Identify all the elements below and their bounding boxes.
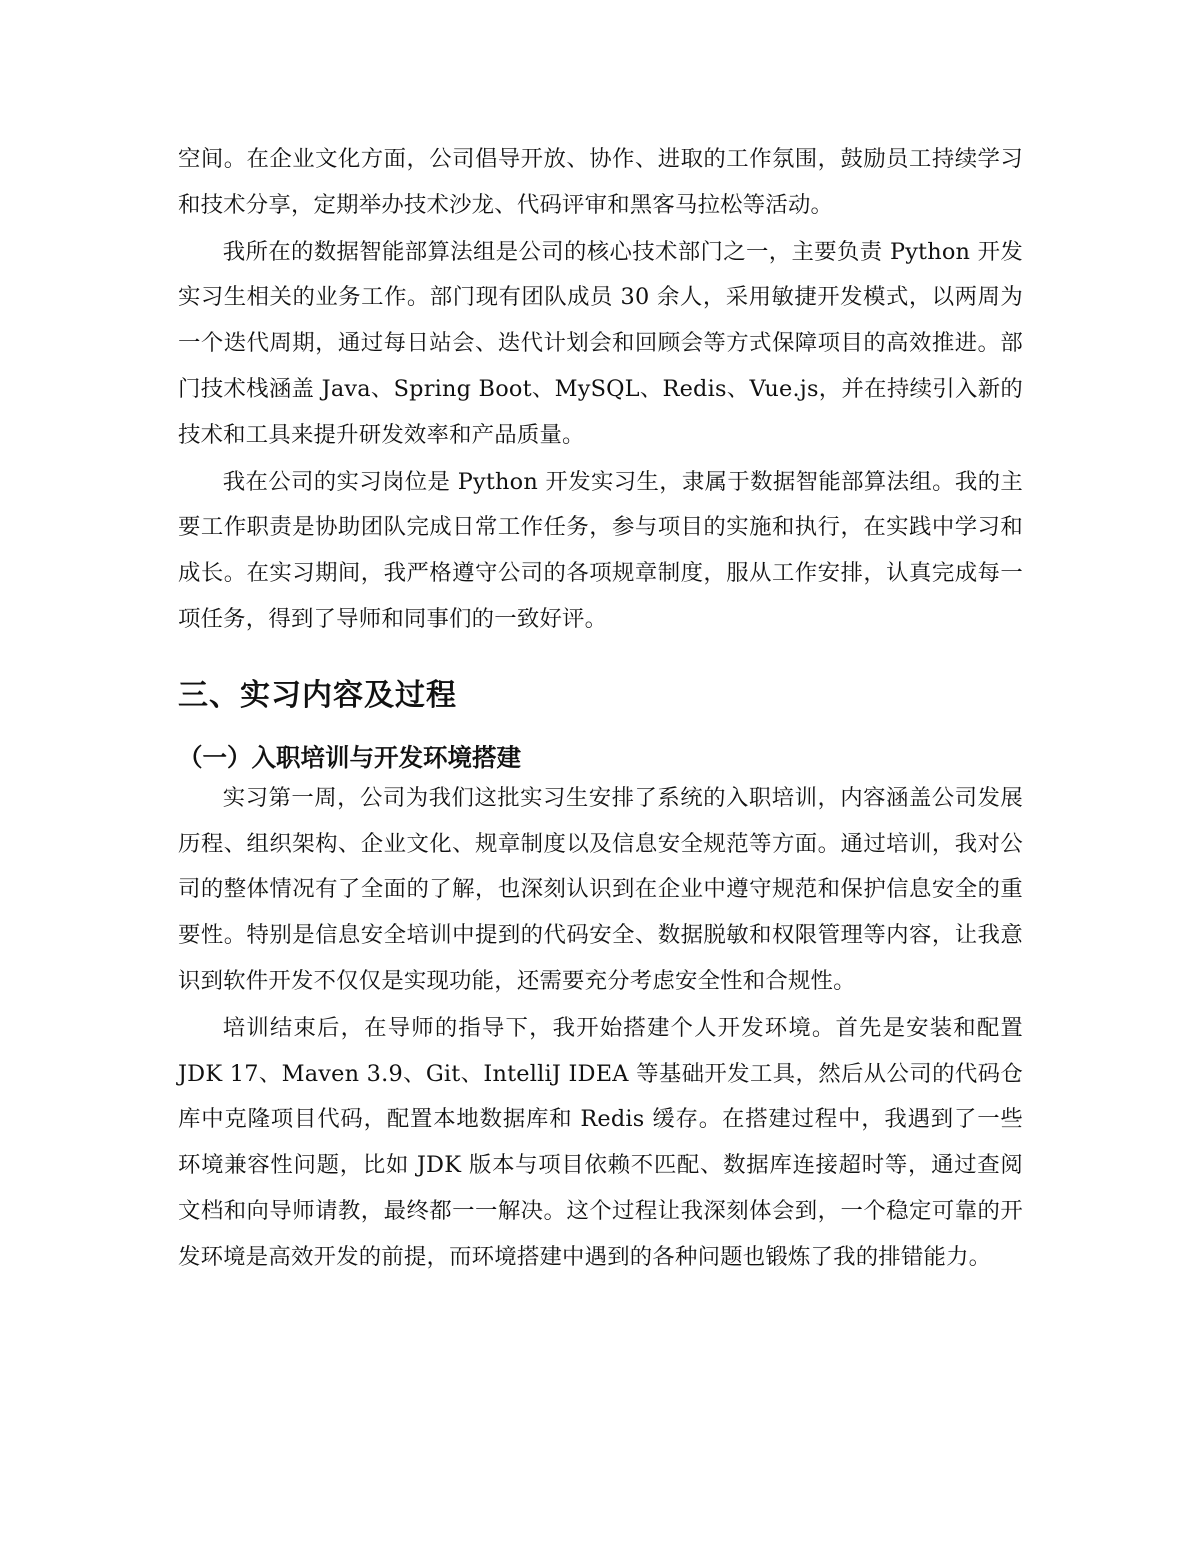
document-page	[178, 137, 1023, 1281]
paragraph-dev-environment: 培训结束后，在导师的指导下，我开始搭建个人开发环境。首先是安装和配置 JDK 17、Maven 3.9、Git、IntelliJ IDEA 等基础开发工具，然后从公司的代码仓库中克隆项目代码，配置本地数据库和 Redis 缓存。在搭建过程中，我遇到了一些环境兼容性问题，比如 JDK 版本与项目依赖不匹配、数据库连接超时等，通过查阅文档和向导师请教，最终都一一解决。这个过程让我深刻体会到，一个稳定可靠的开发环境是高效开发的前提，而环境搭建中遇到的各种问题也锻炼了我的排错能力。	[178, 1014, 1023, 1270]
subsection-heading: （一）入职培训与开发环境搭建	[178, 742, 521, 772]
paragraph-company-culture: 空间。在企业文化方面，公司倡导开放、协作、进取的工作氛围，鼓励员工持续学习和技术分享，定期举办技术沙龙、代码评审和黑客马拉松等活动。	[178, 146, 1023, 218]
section-heading: 三、实习内容及过程	[178, 677, 457, 713]
paragraph-department-intro: 我所在的数据智能部算法组是公司的核心技术部门之一，主要负责 Python 开发实习生相关的业务工作。部门现有团队成员 30 余人，采用敏捷开发模式，以两周为一个迭代周期，通过每日站会、迭代计划会和回顾会等方式保障项目的高效推进。部门技术栈涵盖 Java、Spring Boot、MySQL、Redis、Vue.js，并在持续引入新的技术和工具来提升研发效率和产品质量。	[178, 238, 1023, 448]
paragraph-internship-position: 我在公司的实习岗位是 Python 开发实习生，隶属于数据智能部算法组。我的主要工作职责是协助团队完成日常工作任务，参与项目的实施和执行，在实践中学习和成长。在实习期间，我严格遵守公司的各项规章制度，服从工作安排，认真完成每一项任务，得到了导师和同事们的一致好评。	[178, 468, 1023, 632]
paragraph-onboarding-training: 实习第一周，公司为我们这批实习生安排了系统的入职培训，内容涵盖公司发展历程、组织架构、企业文化、规章制度以及信息安全规范等方面。通过培训，我对公司的整体情况有了全面的了解，也深刻认识到在企业中遵守规范和保护信息安全的重要性。特别是信息安全培训中提到的代码安全、数据脱敏和权限管理等内容，让我意识到软件开发不仅仅是实现功能，还需要充分考虑安全性和合规性。	[178, 784, 1023, 994]
